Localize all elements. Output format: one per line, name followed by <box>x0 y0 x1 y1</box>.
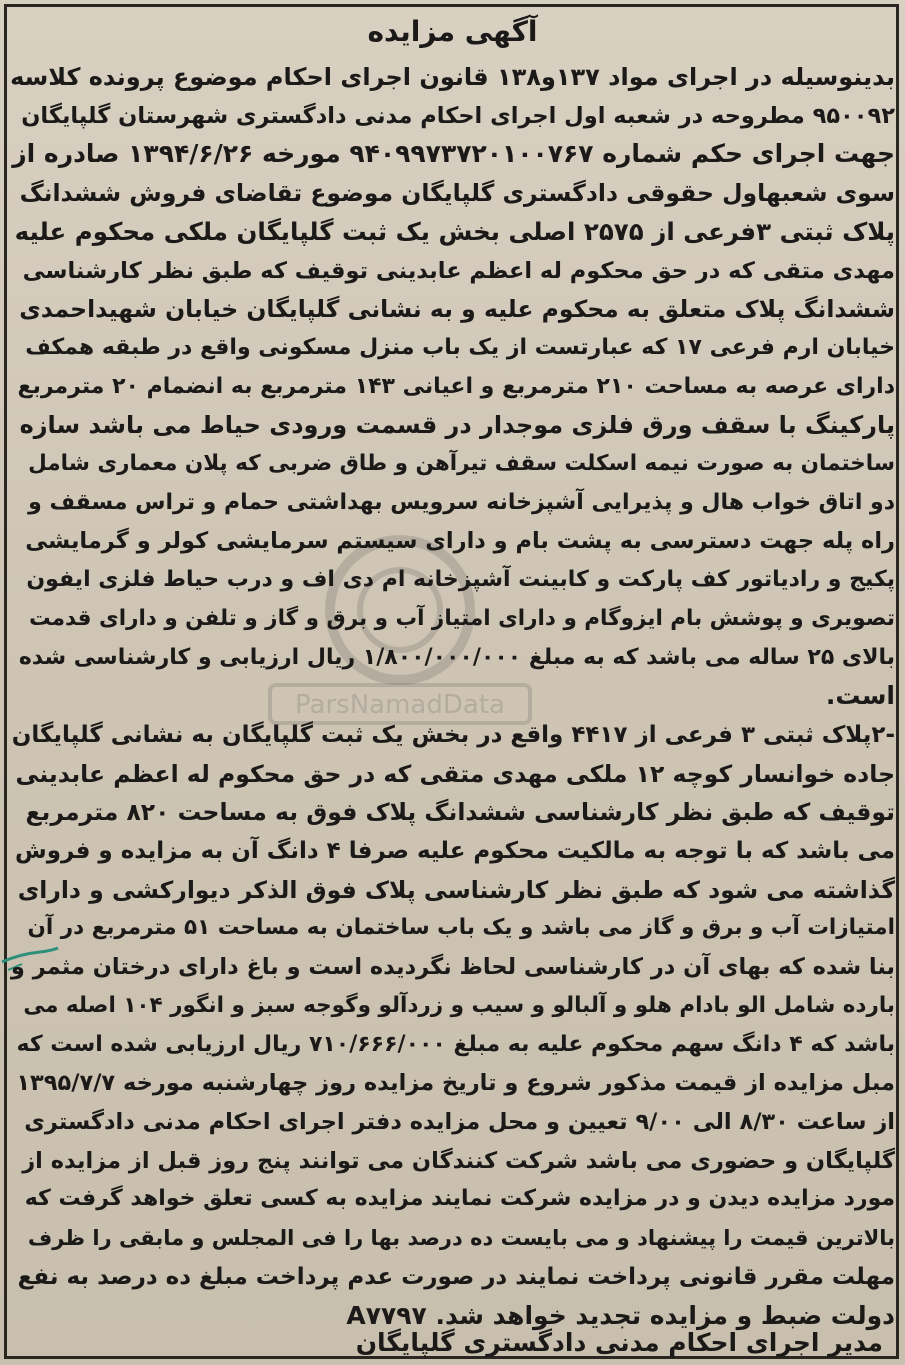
notice-line: مورد مزایده دیدن و در مزایده شرکت نمایند مزایده به کسی تعلق خواهد گرفت که <box>24 1186 895 1212</box>
notice-line: می باشد که با توجه به مالکیت محکوم علیه صرفا ۴ دانگ آن به مزایده و فروش <box>15 838 895 865</box>
notice-line: مهدی متقی که در حق محکوم له اعظم عابدینی توقیف که طبق نظر کارشناسی <box>22 257 895 284</box>
notice-line: گلپایگان و حضوری می باشد شرکت کنندگان می توانند پنج روز قبل از مزایده از <box>22 1147 895 1174</box>
notice-line: مهلت مقرر قانونی پرداخت نمایند در صورت عدم پرداخت مبلغ ده درصد به نفع <box>17 1263 895 1290</box>
notice-line: سوی شعبهاول حقوقی دادگستری گلپایگان موضوع تقاضای فروش ششدانگ <box>19 179 895 208</box>
notice-line: ساختمان به صورت نیمه اسکلت سقف تیرآهن و طاق ضربی که پلان معماری شامل <box>28 451 895 477</box>
notice-line: امتیازات آب و برق و گاز می باشد و یک باب ساختمان به مساحت ۵۱ مترمربع در آن <box>27 915 895 941</box>
notice-line: دو اتاق خواب هال و پذیرایی آشپزخانه سرویس بهداشتی حمام و تراس مسقف و <box>28 489 895 515</box>
notice-line: جهت اجرای حکم شماره ۹۴۰۹۹۷۳۷۲۰۱۰۰۷۶۷ مورخه ۱۳۹۴/۶/۲۶ صادره از <box>12 139 895 169</box>
notice-line: ششدانگ پلاک متعلق به محکوم علیه و به نشانی گلپایگان خیابان شهیداحمدی <box>19 295 895 324</box>
notice-line: -۲پلاک ثبتی ۳ فرعی از ۴۴۱۷ واقع در بخش یک ثبت گلپایگان به نشانی گلپایگان <box>11 721 895 748</box>
notice-line: توقیف که طبق نظر کارشناسی ششدانگ پلاک فوق به مساحت ۸۲۰ مترمربع <box>25 798 895 827</box>
notice-line: دولت ضبط و مزایده تجدید خواهد شد. A۷۷۹۷ <box>346 1300 895 1330</box>
notice-line: تصویری و پوشش بام ایزوگام و دارای امتیاز آب و برق و گاز و تلفن و دارای قدمت <box>28 605 895 631</box>
notice-line: مبل مزایده از قیمت مذکور شروع و تاریخ مزایده روز چهارشنبه مورخه ۱۳۹۵/۷/۷ <box>16 1070 895 1097</box>
notice-line: ۹۵۰۰۹۲ مطروحه در شعبه اول اجرای احکام مدنی دادگستری شهرستان گلپایگان <box>21 102 895 129</box>
notice-line: گذاشته می شود که طبق نظر کارشناسی پلاک فوق الذکر دیوارکشی و دارای <box>17 875 895 904</box>
notice-line: پکیج و رادیاتور کف پارکت و کابینت آشپزخانه ام دی اف و درب حیاط فلزی ایفون <box>26 567 895 593</box>
notice-line: پلاک ثبتی ۳فرعی از ۲۵۷۵ اصلی بخش یک ثبت گلپایگان ملکی محکوم علیه <box>14 216 895 246</box>
notice-title: آگهی مزایده <box>367 15 538 48</box>
notice-line: بالای ۲۵ ساله می باشد که به مبلغ ۱/۸۰۰/۰۰۰/۰۰۰ ریال ارزیابی و کارشناسی شده <box>18 644 895 670</box>
notice-line: است. <box>825 681 895 711</box>
notice-line: بالاترین قیمت را پیشنهاد و می بایست ده درصد بها را فی المجلس و مابقی را ظرف <box>27 1226 895 1251</box>
notice-line: بنا شده که بهای آن در کارشناسی لحاظ نگردیده است و باغ دارای درختان مثمر و <box>10 954 895 981</box>
notice-line: باشد که ۴ دانگ سهم محکوم علیه به مبلغ ۷۱۰/۶۶۶/۰۰۰ ریال ارزیابی شده است که <box>16 1031 895 1057</box>
auction-notice <box>10 12 895 1335</box>
notice-line: پارکینگ با سقف ورق فلزی موجدار در قسمت ورودی حیاط می باشد سازه <box>19 411 895 440</box>
notice-line: خیابان ارم فرعی ۱۷ که عبارتست از یک باب منزل مسکونی واقع در طبقه همکف <box>25 334 895 360</box>
notice-line: دارای عرصه به مساحت ۲۱۰ مترمربع و اعیانی ۱۴۳ مترمربع به انضمام ۲۰ مترمربع <box>17 373 895 399</box>
notice-line: بارده شامل الو بادام هلو و آلبالو و سیب و زردآلو وگوجه سبز و انگور ۱۰۴ اصله می <box>23 992 895 1018</box>
notice-line: راه پله جهت دسترسی به پشت بام و دارای سیستم سرمایشی کولر و گرمایشی <box>25 528 895 555</box>
notice-line: جاده خوانسار کوچه ۱۲ ملکی مهدی متقی که در حق محکوم له اعظم عابدینی <box>15 759 895 788</box>
svg-text:ParsNamadData: ParsNamadData <box>295 690 505 720</box>
notice-body <box>10 58 895 1335</box>
notice-line: بدینوسیله در اجرای مواد ۱۳۷و۱۳۸ قانون اجرای احکام موضوع پرونده کلاسه <box>10 63 895 91</box>
notice-signature: مدیر اجرای احکام مدنی دادگستری گلپایگان <box>355 1328 883 1357</box>
notice-line: از ساعت ۸/۳۰ الی ۹/۰۰ تعیین و محل مزایده دفتر اجرای احکام مدنی دادگستری <box>24 1108 895 1135</box>
